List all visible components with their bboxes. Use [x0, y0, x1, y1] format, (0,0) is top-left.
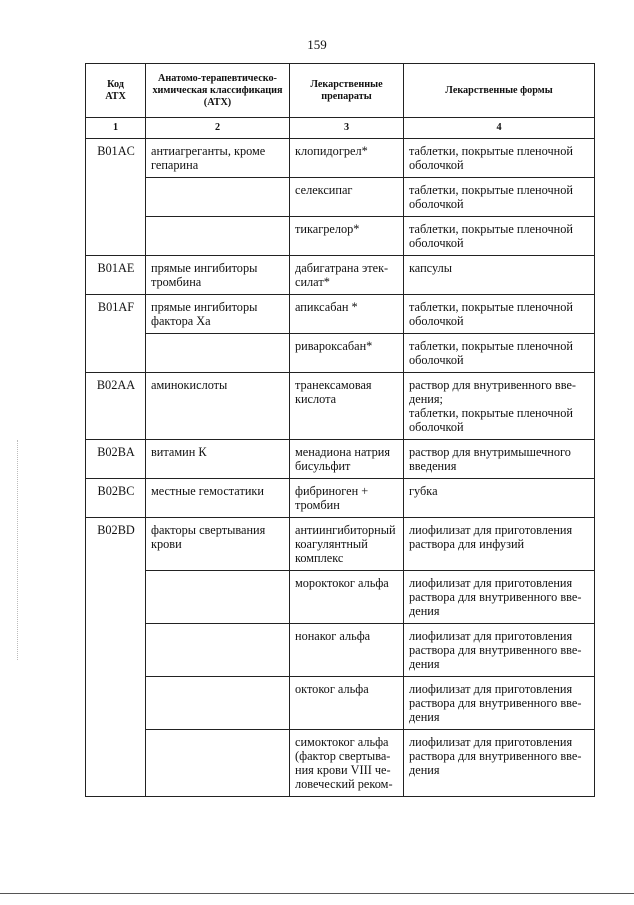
drug-name-cell: менадиона натрия бисульфит [290, 440, 404, 479]
table-header-row [86, 64, 595, 118]
atx-classification-cell-empty [146, 217, 290, 256]
drug-name-cell: ривароксабан* [290, 334, 404, 373]
dosage-form-cell: таблетки, покрытые пленочной оболочкой [404, 334, 595, 373]
table-row [86, 295, 595, 334]
dosage-form-cell: таблетки, покрытые пленочной оболочкой [404, 139, 595, 178]
atx-classification-cell-empty [146, 571, 290, 624]
table-row [86, 256, 595, 295]
table-row [86, 139, 595, 178]
atx-code-cell: B01AE [86, 256, 146, 295]
dosage-form-cell: лиофилизат для приготовления раствора для внутривенного вве- дения [404, 571, 595, 624]
atx-classification-cell: прямые ингибиторы тромбина [146, 256, 290, 295]
page-bottom-edge [0, 893, 634, 894]
dosage-form-cell: капсулы [404, 256, 595, 295]
column-number: 2 [146, 118, 290, 139]
header-dosage-forms: Лекарственные формы [404, 64, 595, 118]
table-row [86, 518, 595, 571]
dosage-form-cell: лиофилизат для приготовления раствора для внутривенного вве- дения [404, 730, 595, 797]
dosage-form-cell: лиофилизат для приготовления раствора для внутривенного вве- дения [404, 624, 595, 677]
drug-name-cell: клопидогрел* [290, 139, 404, 178]
atx-classification-cell-empty [146, 178, 290, 217]
atx-classification-cell: аминокислоты [146, 373, 290, 440]
table-row [86, 217, 595, 256]
table-row [86, 571, 595, 624]
atx-classification-cell-empty [146, 624, 290, 677]
header-drugs: Лекарственные препараты [290, 64, 404, 118]
dosage-form-cell: лиофилизат для приготовления раствора для инфузий [404, 518, 595, 571]
drug-name-cell: мороктоког альфа [290, 571, 404, 624]
atx-classification-cell: витамин К [146, 440, 290, 479]
dosage-form-cell: губка [404, 479, 595, 518]
table-row [86, 624, 595, 677]
table-row [86, 730, 595, 797]
drug-name-cell: транексамовая кислота [290, 373, 404, 440]
column-number-row [86, 118, 595, 139]
dosage-form-cell: лиофилизат для приготовления раствора для внутривенного вве- дения [404, 677, 595, 730]
atx-code-cell: B02BD [86, 518, 146, 797]
atx-drug-table [85, 63, 595, 797]
drug-name-cell: симоктоког альфа (фактор свертыва- ния крови VIII че- ловеческий реком- [290, 730, 404, 797]
table-row [86, 440, 595, 479]
column-number: 4 [404, 118, 595, 139]
atx-classification-cell-empty [146, 334, 290, 373]
dosage-form-cell: таблетки, покрытые пленочной оболочкой [404, 178, 595, 217]
dosage-form-cell: раствор для внутримышечного введения [404, 440, 595, 479]
atx-code-cell: B02AA [86, 373, 146, 440]
drug-name-cell: фибриноген + тромбин [290, 479, 404, 518]
drug-name-cell: октоког альфа [290, 677, 404, 730]
dosage-form-cell: таблетки, покрытые пленочной оболочкой [404, 217, 595, 256]
header-atx-code: Код АТХ [86, 64, 146, 118]
dosage-form-cell: раствор для внутривенного вве- дения; таблетки, покрытые пленочной оболочкой [404, 373, 595, 440]
header-atx-classification: Анатомо-терапевтическо- химическая классификация (АТХ) [146, 64, 290, 118]
atx-classification-cell: прямые ингибиторы фактора Ха [146, 295, 290, 334]
atx-code-cell: B02BA [86, 440, 146, 479]
atx-code-cell: B01AC [86, 139, 146, 256]
page-number: 159 [307, 37, 327, 52]
atx-code-cell: B01AF [86, 295, 146, 373]
table-row [86, 373, 595, 440]
atx-classification-cell: местные гемостатики [146, 479, 290, 518]
atx-classification-cell-empty [146, 730, 290, 797]
atx-classification-cell: факторы свертывания крови [146, 518, 290, 571]
atx-classification-cell: антиагреганты, кроме гепарина [146, 139, 290, 178]
table-body [86, 139, 595, 797]
column-number: 3 [290, 118, 404, 139]
table-row [86, 479, 595, 518]
column-number: 1 [86, 118, 146, 139]
drug-name-cell: антиингибиторный коагулянтный комплекс [290, 518, 404, 571]
table-row [86, 178, 595, 217]
dosage-form-cell: таблетки, покрытые пленочной оболочкой [404, 295, 595, 334]
atx-classification-cell-empty [146, 677, 290, 730]
drug-name-cell: нонаког альфа [290, 624, 404, 677]
drug-name-cell: селексипаг [290, 178, 404, 217]
table-row [86, 677, 595, 730]
drug-name-cell: апиксабан * [290, 295, 404, 334]
table-row [86, 334, 595, 373]
drug-name-cell: дабигатрана этек- силат* [290, 256, 404, 295]
atx-code-cell: B02BC [86, 479, 146, 518]
scan-fold-mark [17, 440, 19, 660]
drug-name-cell: тикагрелор* [290, 217, 404, 256]
